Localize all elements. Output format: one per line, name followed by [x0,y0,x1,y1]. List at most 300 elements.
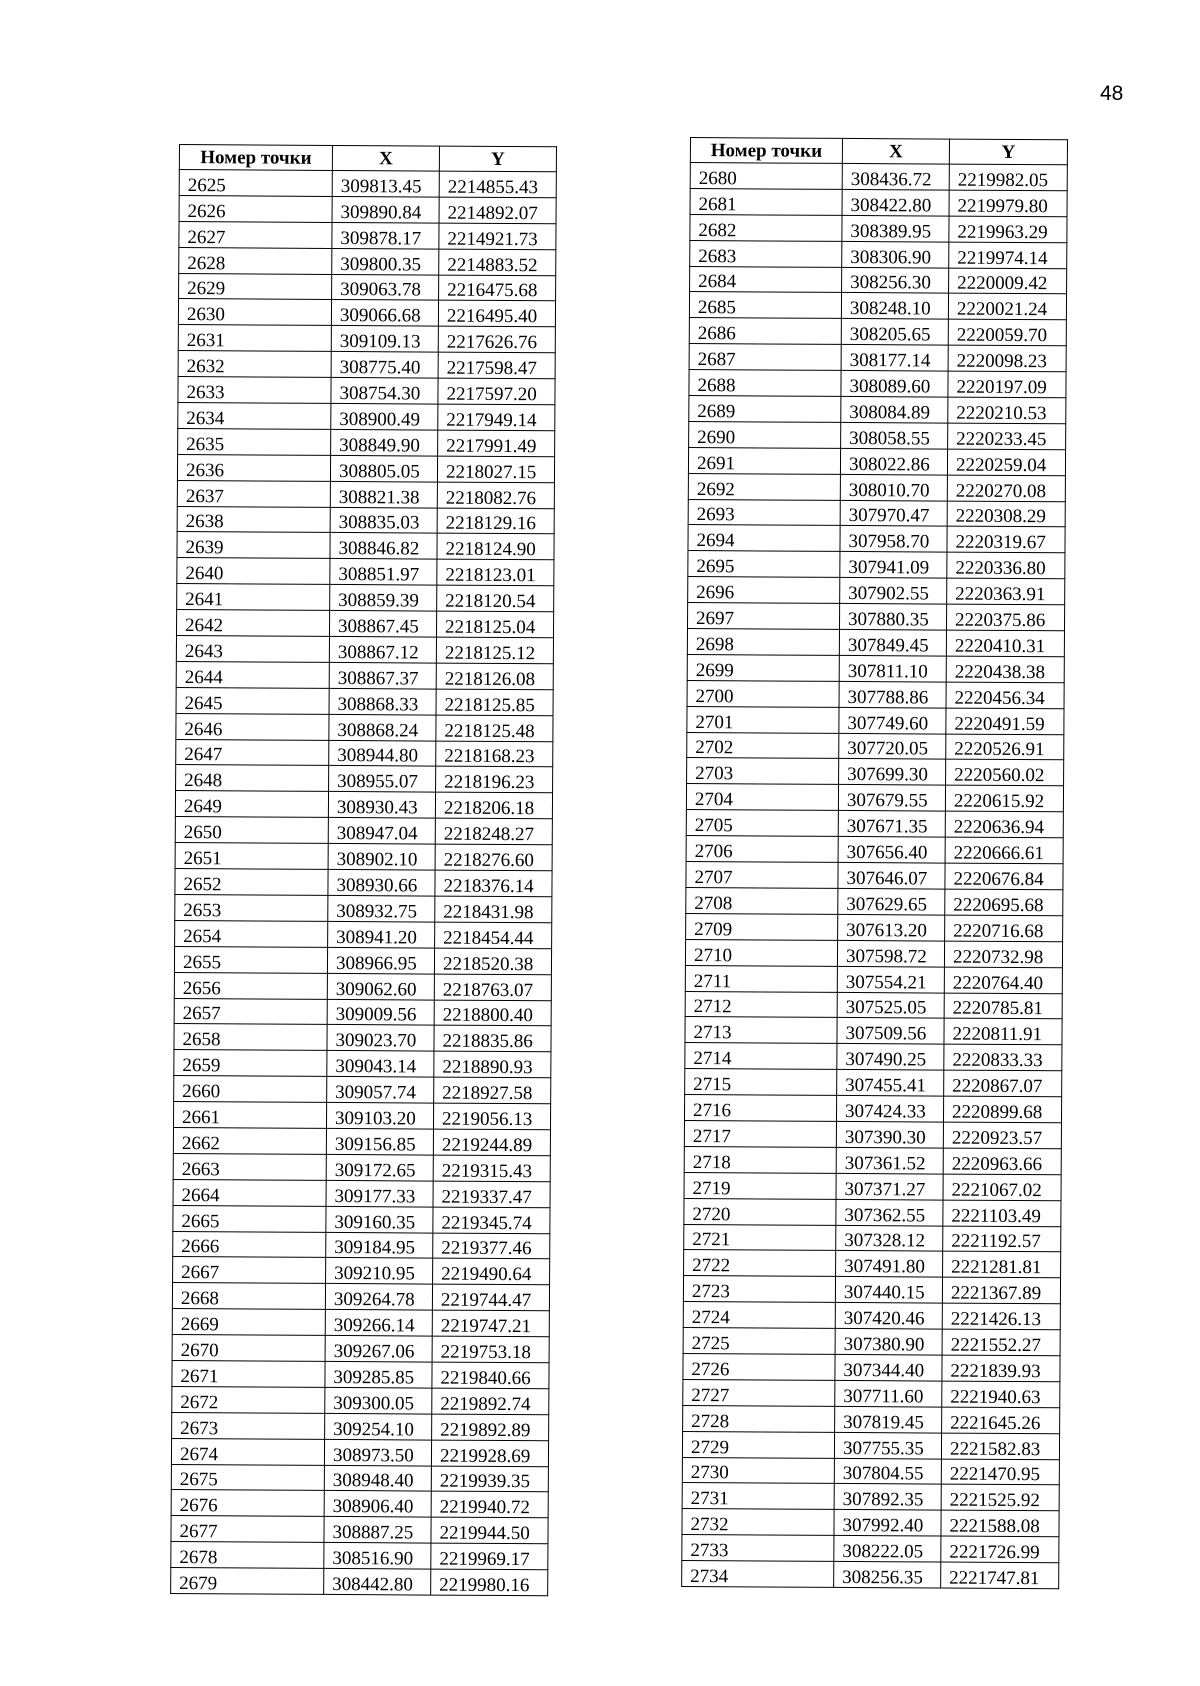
cell-point-number: 2695 [688,551,840,578]
cell-x: 307880.35 [839,604,946,631]
cell-point-number: 2649 [175,791,328,818]
cell-x: 309172.65 [326,1154,433,1181]
cell-y: 2219980.16 [431,1569,548,1596]
table-row [688,551,1065,579]
cell-x: 309813.45 [332,170,439,197]
cell-y: 2218125.04 [436,611,553,638]
cell-x: 307390.30 [836,1121,943,1148]
cell-y: 2220059.70 [948,319,1066,346]
cell-x: 308851.97 [330,559,437,586]
cell-point-number: 2714 [685,1043,837,1070]
table-row [685,939,1062,967]
table-row [174,946,551,974]
coordinates-table-right [681,137,1068,1589]
table-header-row [690,138,1067,165]
cell-point-number: 2732 [682,1509,834,1536]
cell-point-number: 2716 [684,1095,836,1122]
table-row [684,1120,1061,1148]
cell-y: 2220695.68 [945,889,1063,916]
cell-point-number: 2644 [176,661,329,688]
table-row [176,610,553,638]
table-row [685,1017,1062,1045]
cell-point-number: 2626 [179,195,332,222]
cell-x: 307755.35 [834,1432,941,1459]
cell-y: 2221552.27 [942,1329,1060,1356]
cell-y: 2219963.29 [949,216,1067,243]
cell-y: 2219982.05 [949,164,1067,191]
cell-y: 2214855.43 [439,171,556,198]
table-row [175,817,552,845]
cell-point-number: 2713 [685,1017,837,1044]
cell-x: 307362.55 [836,1199,943,1226]
cell-point-number: 2709 [686,913,838,940]
cell-y: 2219747.21 [432,1310,549,1337]
table-row [690,240,1067,268]
cell-point-number: 2643 [176,636,329,663]
cell-x: 307424.33 [836,1095,943,1122]
cell-y: 2214892.07 [439,197,556,224]
cell-y: 2220963.66 [943,1148,1061,1175]
cell-x: 307646.07 [838,862,945,889]
table-row [686,810,1063,838]
cell-x: 308955.07 [329,766,436,793]
cell-point-number: 2664 [173,1179,326,1206]
table-row [688,577,1065,605]
cell-point-number: 2688 [689,370,841,397]
cell-point-number: 2625 [179,170,332,197]
cell-point-number: 2691 [688,447,840,474]
cell-x: 309300.05 [325,1387,432,1414]
table-row [687,758,1064,786]
cell-point-number: 2715 [685,1069,837,1096]
cell-y: 2221470.95 [941,1459,1059,1486]
cell-y: 2219377.46 [433,1233,550,1260]
cell-x: 308835.03 [330,507,437,534]
table-row [176,713,553,741]
cell-x: 308973.50 [324,1439,431,1466]
table-row [683,1276,1060,1304]
table-row [688,473,1065,501]
table-row [689,318,1066,346]
cell-x: 309009.56 [327,999,434,1026]
table-row [684,1095,1061,1123]
cell-point-number: 2635 [178,428,331,455]
cell-point-number: 2641 [177,584,330,611]
cell-x: 309264.78 [325,1284,432,1311]
table-row [686,887,1063,915]
table-row [179,221,556,249]
table-row [178,299,555,327]
table-row [176,687,553,715]
cell-x: 308058.55 [841,422,948,449]
cell-x: 309878.17 [332,222,439,249]
table-row [682,1483,1059,1511]
table-row [176,661,553,689]
cell-y: 2220867.07 [944,1070,1062,1097]
table-row [686,784,1063,812]
header-y: Y [439,146,556,172]
table-row [178,428,555,456]
table-row [173,1102,550,1130]
cell-point-number: 2683 [690,240,842,267]
table-row [172,1309,549,1337]
table-row [179,273,556,301]
cell-point-number: 2646 [176,713,329,740]
cell-point-number: 2668 [172,1283,325,1310]
cell-x: 308821.38 [330,481,437,508]
cell-x: 308256.30 [842,267,949,294]
cell-x: 308222.05 [834,1536,941,1563]
cell-y: 2218168.23 [436,741,553,768]
cell-point-number: 2730 [682,1457,834,1484]
cell-x: 307992.40 [834,1510,941,1537]
cell-x: 308948.40 [324,1465,431,1492]
cell-x: 308256.35 [834,1561,941,1588]
cell-y: 2218082.76 [437,482,554,509]
cell-y: 2220923.57 [943,1122,1061,1149]
cell-point-number: 2658 [174,1024,327,1051]
cell-x: 309267.06 [325,1335,432,1362]
cell-x: 307613.20 [838,914,945,941]
cell-y: 2218123.01 [437,559,554,586]
cell-x: 309043.14 [327,1051,434,1078]
cell-y: 2218276.60 [435,844,552,871]
table-row [689,421,1066,449]
cell-x: 307328.12 [836,1225,943,1252]
table-row [177,480,554,508]
cell-x: 308941.20 [328,921,435,948]
cell-y: 2217597.20 [438,378,555,405]
cell-point-number: 2687 [689,344,841,371]
cell-x: 308010.70 [840,474,947,501]
cell-y: 2220526.91 [946,734,1064,761]
cell-point-number: 2678 [171,1542,324,1569]
cell-point-number: 2655 [174,946,327,973]
cell-y: 2218129.16 [437,508,554,535]
cell-x: 308089.60 [841,371,948,398]
cell-y: 2219944.50 [431,1517,548,1544]
cell-y: 2221367.89 [942,1277,1060,1304]
cell-point-number: 2723 [683,1276,835,1303]
cell-y: 2217949.14 [438,404,555,431]
cell-y: 2220666.61 [945,837,1063,864]
cell-y: 2218196.23 [436,767,553,794]
cell-point-number: 2633 [178,377,331,404]
cell-point-number: 2728 [683,1405,835,1432]
cell-point-number: 2696 [688,577,840,604]
cell-y: 2219940.72 [431,1491,548,1518]
table-row [173,1127,550,1155]
cell-point-number: 2657 [174,998,327,1025]
cell-y: 2219892.89 [432,1414,549,1441]
cell-x: 308906.40 [324,1491,431,1518]
cell-point-number: 2704 [686,784,838,811]
cell-x: 309062.60 [327,973,434,1000]
cell-x: 307371.27 [836,1173,943,1200]
table-row [685,991,1062,1019]
table-row [177,532,554,560]
table-row [175,843,552,871]
header-x: X [332,145,439,171]
table-row [173,1153,550,1181]
table-header-row [179,145,556,172]
cell-x: 307440.15 [835,1277,942,1304]
cell-point-number: 2700 [687,680,839,707]
cell-x: 307892.35 [834,1484,941,1511]
cell-x: 309210.95 [326,1258,433,1285]
cell-y: 2218125.48 [436,715,553,742]
cell-point-number: 2671 [172,1360,325,1387]
cell-point-number: 2692 [688,473,840,500]
table-row [689,396,1066,424]
table-row [689,370,1066,398]
cell-point-number: 2734 [682,1561,834,1588]
cell-point-number: 2705 [686,810,838,837]
cell-y: 2220764.40 [944,967,1062,994]
table-row [171,1568,548,1596]
table-row [683,1379,1060,1407]
cell-y: 2220021.24 [948,294,1066,321]
cell-y: 2219979.80 [949,190,1067,217]
cell-y: 2220456.34 [946,682,1064,709]
cell-point-number: 2654 [175,920,328,947]
cell-y: 2218890.93 [434,1051,551,1078]
cell-y: 2219928.69 [431,1440,548,1467]
cell-y: 2218927.58 [434,1077,551,1104]
cell-x: 308205.65 [841,319,948,346]
cell-point-number: 2718 [684,1146,836,1173]
cell-y: 2220319.67 [947,527,1065,554]
cell-point-number: 2689 [689,396,841,423]
cell-x: 307819.45 [835,1406,942,1433]
cell-point-number: 2720 [684,1198,836,1225]
table-row [171,1490,548,1518]
table-row [685,965,1062,993]
cell-y: 2219892.74 [432,1388,549,1415]
table-row [171,1516,548,1544]
cell-point-number: 2710 [685,939,837,966]
cell-y: 2218800.40 [434,1000,551,1027]
table-row [177,558,554,586]
table-row [682,1431,1059,1459]
table-row [175,894,552,922]
table-row [690,214,1067,242]
cell-y: 2220270.08 [947,475,1065,502]
header-y: Y [949,139,1067,165]
cell-point-number: 2651 [175,843,328,870]
cell-x: 309066.68 [331,300,438,327]
cell-point-number: 2653 [175,894,328,921]
cell-point-number: 2722 [684,1250,836,1277]
table-row [171,1438,548,1466]
table-row [171,1464,548,1492]
cell-y: 2220560.02 [946,760,1064,787]
cell-x: 307656.40 [838,837,945,864]
cell-x: 308022.86 [840,448,947,475]
cell-x: 307970.47 [840,500,947,527]
cell-x: 309109.13 [331,326,438,353]
cell-x: 309156.85 [326,1128,433,1155]
cell-y: 2220811.91 [944,1018,1062,1045]
cell-x: 308867.37 [329,662,436,689]
cell-x: 309063.78 [332,274,439,301]
table-row [686,862,1063,890]
cell-point-number: 2628 [179,247,332,274]
table-row [172,1360,549,1388]
cell-y: 2218248.27 [435,818,552,845]
cell-y: 2221426.13 [942,1303,1060,1330]
cell-point-number: 2663 [173,1153,326,1180]
cell-point-number: 2708 [686,887,838,914]
cell-y: 2217991.49 [438,430,555,457]
cell-point-number: 2701 [687,706,839,733]
cell-y: 2220308.29 [947,501,1065,528]
cell-point-number: 2642 [176,610,329,637]
table-row [175,869,552,897]
cell-x: 307344.40 [835,1354,942,1381]
cell-y: 2219840.66 [432,1362,549,1389]
cell-x: 307749.60 [839,707,946,734]
cell-x: 307902.55 [840,578,947,605]
cell-x: 308902.10 [328,844,435,871]
cell-point-number: 2645 [176,687,329,714]
cell-x: 307849.45 [839,629,946,656]
table-row [685,1069,1062,1097]
cell-x: 309023.70 [327,1025,434,1052]
cell-x: 308868.24 [329,714,436,741]
table-row [687,603,1064,631]
cell-point-number: 2630 [178,299,331,326]
cell-x: 307629.65 [838,888,945,915]
cell-point-number: 2726 [683,1353,835,1380]
cell-y: 2218763.07 [434,974,551,1001]
cell-y: 2220833.33 [944,1044,1062,1071]
cell-x: 308867.45 [329,611,436,638]
table-row [178,325,555,353]
cell-y: 2214921.73 [439,223,556,250]
cell-x: 308932.75 [328,895,435,922]
table-row [172,1335,549,1363]
cell-y: 2218125.85 [436,689,553,716]
table-row [687,654,1064,682]
table-row [683,1302,1060,1330]
cell-point-number: 2669 [172,1309,325,1336]
table-row [176,765,553,793]
cell-point-number: 2698 [687,629,839,656]
cell-x: 308930.43 [328,792,435,819]
cell-point-number: 2729 [682,1431,834,1458]
cell-point-number: 2712 [685,991,837,1018]
cell-y: 2219345.74 [433,1207,550,1234]
table-row [690,266,1067,294]
cell-point-number: 2731 [682,1483,834,1510]
table-row [688,447,1065,475]
cell-point-number: 2686 [689,318,841,345]
table-row [174,1050,551,1078]
cell-y: 2219939.35 [431,1466,548,1493]
cell-point-number: 2676 [171,1490,324,1517]
cell-point-number: 2706 [686,836,838,863]
table-row [176,636,553,664]
table-row [178,351,555,379]
cell-y: 2221839.93 [942,1355,1060,1382]
cell-x: 308177.14 [841,345,948,372]
cell-y: 2214883.52 [439,249,556,276]
cell-point-number: 2724 [683,1302,835,1329]
cell-y: 2219315.43 [433,1155,550,1182]
cell-x: 307380.90 [835,1328,942,1355]
cell-point-number: 2662 [173,1127,326,1154]
cell-y: 2219969.17 [431,1543,548,1570]
table-row [175,791,552,819]
table-row [172,1283,549,1311]
table-row [177,584,554,612]
page-number: 48 [1100,82,1124,105]
table-row [687,706,1064,734]
cell-y: 2220636.94 [945,811,1063,838]
table-row [173,1179,550,1207]
cell-y: 2219974.14 [949,242,1067,269]
table-row [682,1535,1059,1563]
table-row [685,1043,1062,1071]
table-row [174,972,551,1000]
table-row [683,1328,1060,1356]
cell-x: 309285.85 [325,1361,432,1388]
table-row [174,998,551,1026]
cell-x: 308849.90 [331,429,438,456]
cell-y: 2216495.40 [438,301,555,328]
cell-x: 309266.14 [325,1310,432,1337]
table-row [682,1561,1059,1589]
cell-y: 2221192.57 [943,1226,1061,1253]
cell-y: 2219753.18 [432,1336,549,1363]
table-row [178,377,555,405]
table-row [687,732,1064,760]
cell-point-number: 2711 [685,965,837,992]
table-row [173,1205,550,1233]
cell-point-number: 2725 [683,1328,835,1355]
cell-y: 2221281.81 [943,1251,1061,1278]
table-row [177,454,554,482]
cell-point-number: 2702 [687,732,839,759]
table-row [682,1457,1059,1485]
cell-x: 308516.90 [324,1543,431,1570]
cell-point-number: 2674 [171,1438,324,1465]
cell-x: 308422.80 [842,189,949,216]
cell-y: 2220716.68 [945,915,1063,942]
cell-point-number: 2650 [175,817,328,844]
cell-x: 308947.04 [328,818,435,845]
cell-x: 307491.80 [836,1251,943,1278]
cell-x: 307679.55 [838,785,945,812]
cell-y: 2221067.02 [943,1174,1061,1201]
cell-x: 308754.30 [331,378,438,405]
cell-x: 309254.10 [325,1413,432,1440]
cell-y: 2219744.47 [432,1284,549,1311]
cell-point-number: 2707 [686,862,838,889]
cell-y: 2221747.81 [941,1562,1059,1589]
cell-y: 2218835.86 [434,1025,551,1052]
table-row [174,1076,551,1104]
cell-point-number: 2679 [171,1568,324,1595]
cell-y: 2219337.47 [433,1181,550,1208]
cell-point-number: 2690 [689,421,841,448]
cell-point-number: 2680 [690,163,842,190]
cell-y: 2220259.04 [947,449,1065,476]
cell-y: 2220491.59 [946,708,1064,735]
cell-point-number: 2727 [683,1379,835,1406]
cell-point-number: 2703 [687,758,839,785]
